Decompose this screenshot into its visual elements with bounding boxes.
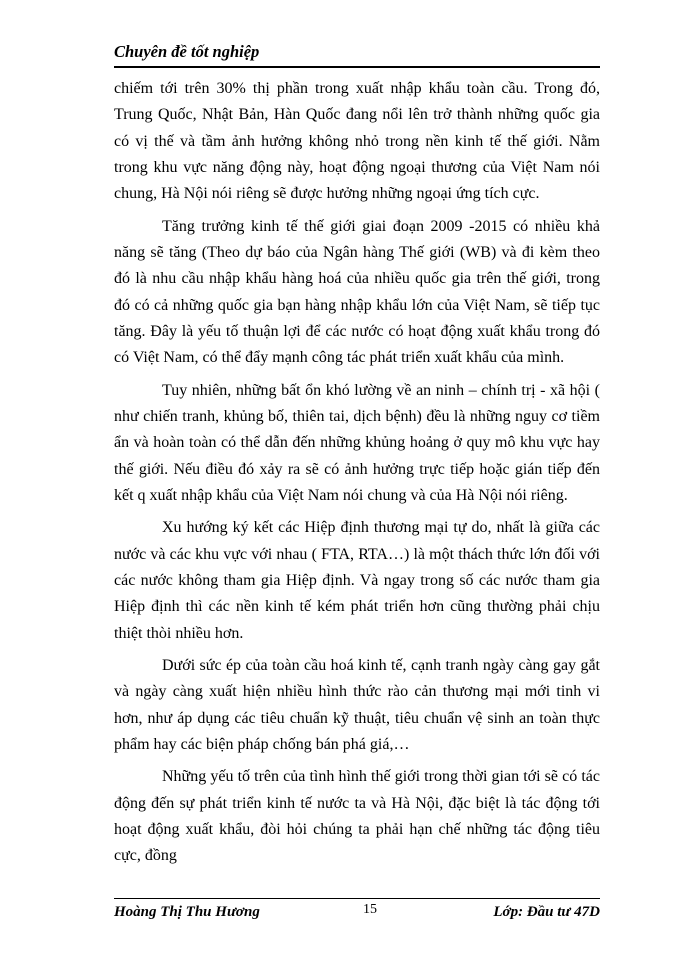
footer-class-label: Lớp: Đầu tư 47D [493, 904, 600, 920]
paragraph-3: Tuy nhiên, những bất ổn khó lường về an ninh – chính trị - xã hội ( như chiến tranh, khủng bố, thiên tai, dịch bệnh) đều là những nguy cơ tiềm ẩn và hoàn toàn có thể dẫn đến những khủng hoảng ở quy mô khu vực hay thế giới. Nếu điều đó xảy ra sẽ có ảnh hưởng trực tiếp hoặc gián tiếp đến kết q xuất nhập khẩu của Việt Nam nói chung và của Hà Nội nói riêng. [114, 381, 600, 504]
paragraph-4: Xu hướng ký kết các Hiệp định thương mại tự do, nhất là giữa các nước và các khu vực với nhau ( FTA, RTA…) là một thách thức lớn đối với các nước không tham gia Hiệp định. Và ngay trong số các nước tham gia Hiệp định thì các nền kinh tế kém phát triển hơn cũng thường phải chịu thiệt thòi nhiều hơn. [114, 519, 600, 642]
footer-author: Hoàng Thị Thu Hương [114, 904, 260, 920]
paragraph-5: Dưới sức ép của toàn cầu hoá kinh tế, cạnh tranh ngày càng gay gắt và ngày càng xuất hiện nhiều hình thức rào cản thương mại mới tinh vi hơn, như áp dụng các tiêu chuẩn kỹ thuật, tiêu chuẩn vệ sinh an toàn thực phẩm hay các biện pháp chống bán phá giá,… [114, 656, 600, 753]
header-divider [114, 66, 600, 68]
paragraph-2: Tăng trưởng kinh tế thế giới giai đoạn 2009 -2015 có nhiều khả năng sẽ tăng (Theo dự báo của Ngân hàng Thế giới (WB) và đi kèm theo đó là nhu cầu nhập khẩu hàng hoá của nhiều quốc gia trên thế giới, trong đó có cả những quốc gia bạn hàng nhập khẩu lớn của Việt Nam, sẽ tiếp tục tăng. Đây là yếu tố thuận lợi để các nước có hoạt động xuất khẩu trong đó có Việt Nam, có thể đẩy mạnh công tác phát triển xuất khẩu của mình. [114, 217, 600, 367]
footer-divider [114, 898, 600, 899]
page-number: 15 [363, 902, 377, 917]
paragraph-6: Những yếu tố trên của tình hình thế giới trong thời gian tới sẽ có tác động đến sự phát triển kinh tế nước ta và Hà Nội, đặc biệt là tác động tới hoạt động xuất khẩu, đòi hỏi chúng ta phải hạn chế những tác động tiêu cực, đồng [114, 768, 600, 865]
paragraph-1: chiếm tới trên 30% thị phần trong xuất nhập khẩu toàn cầu. Trong đó, Trung Quốc, Nhật Bản, Hàn Quốc đang nổi lên trở thành những quốc gia có vị thế và tầm ảnh hưởng không nhỏ trong nền kinh tế thế giới. Nằm trong khu vực năng động này, hoạt động ngoại thương của Việt Nam nói chung, Hà Nội nói riêng sẽ được hưởng những ngoại ứng tích cực. [114, 80, 600, 203]
document-body [114, 76, 600, 876]
page-header-title: Chuyên đề tốt nghiệp [114, 42, 260, 61]
